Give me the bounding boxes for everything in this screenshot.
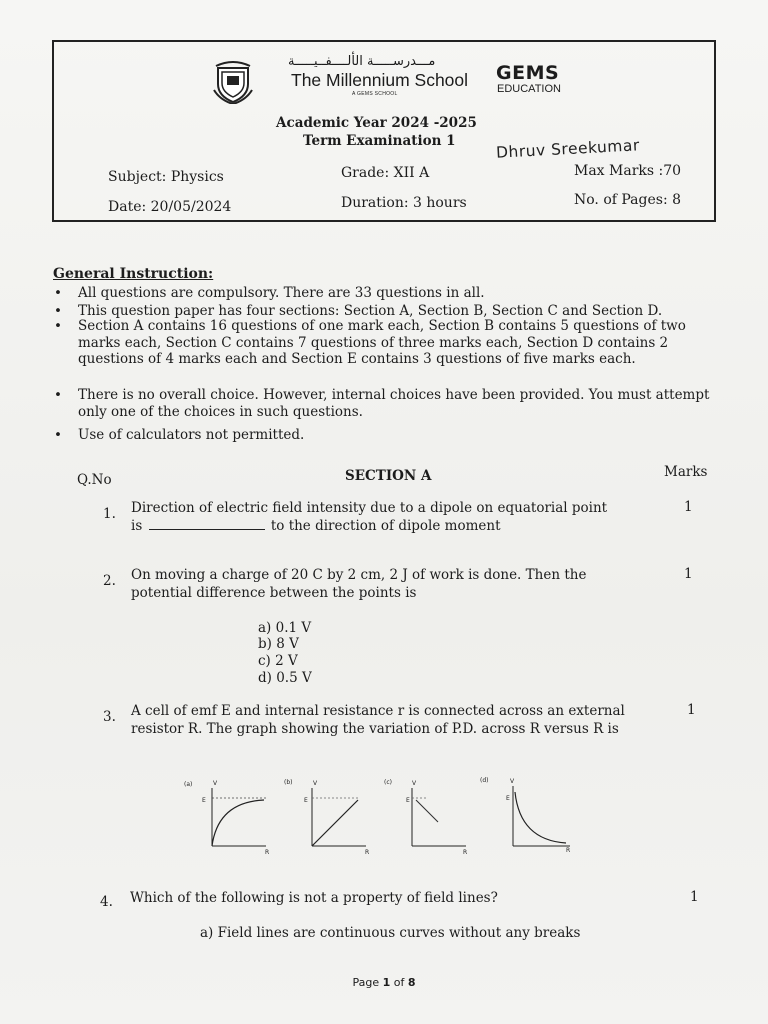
marks-column-label: Marks xyxy=(664,464,708,480)
graph-y-axis-label: V xyxy=(313,780,318,787)
question-text: Which of the following is not a property of field lines? xyxy=(130,890,498,906)
question-line: Direction of electric field intensity due to a dipole on equatorial point xyxy=(131,500,608,516)
graph-label: (c) xyxy=(384,779,392,786)
answer-blank xyxy=(149,518,265,530)
grade-field: Grade: XII A xyxy=(341,165,430,181)
section-title: SECTION A xyxy=(345,468,432,484)
graph-x-axis-label: R xyxy=(265,849,270,856)
question-number: 2. xyxy=(103,573,116,589)
school-name: The Millennium School xyxy=(291,70,469,90)
total-pages: 8 xyxy=(407,976,416,989)
question-number: 1. xyxy=(103,506,116,522)
exam-title: Term Examination 1 xyxy=(303,133,456,149)
graph-label: (b) xyxy=(284,779,293,786)
current-page: 1 xyxy=(382,976,391,989)
option-c: c) 2 V xyxy=(258,653,298,669)
graph-x-axis-label: R xyxy=(365,849,370,856)
graph-y-axis-label: V xyxy=(213,780,218,787)
answer-graphs xyxy=(180,770,580,856)
instructions-heading: General Instruction: xyxy=(53,266,214,282)
question-number: 4. xyxy=(100,894,113,910)
question-marks: 1 xyxy=(684,499,693,515)
question-text: On moving a charge of 20 C by 2 cm, 2 J of work is done. Then the potential difference between the points is xyxy=(131,567,587,601)
subject-field: Subject: Physics xyxy=(108,169,224,185)
question-number-column-label: Q.No xyxy=(77,472,112,488)
school-subtitle: A GEMS SCHOOL xyxy=(352,91,398,97)
instruction-item: • Section A contains 16 questions of one mark each, Section B contains 5 questions of two marks each, Section C contains 7 questions of three marks each, Section D contains 2 questions of 4 marks each and Section E contains 3 questions of five marks each. xyxy=(78,318,723,368)
graph-level-label: E xyxy=(304,797,308,804)
gems-education-label: EDUCATION xyxy=(497,83,561,95)
graph-x-axis-label: R xyxy=(463,849,468,856)
option-b: b) 8 V xyxy=(258,636,299,652)
academic-year: Academic Year 2024 -2025 xyxy=(276,115,477,131)
instruction-item: • This question paper has four sections: Section A, Section B, Section C and Section D. xyxy=(78,303,748,320)
question-marks: 1 xyxy=(684,566,693,582)
graph-b xyxy=(284,779,369,856)
footer-prefix: Page xyxy=(352,976,383,989)
graph-a xyxy=(184,780,269,856)
date-field: Date: 20/05/2024 xyxy=(108,199,232,215)
graph-c xyxy=(384,779,467,856)
graph-d xyxy=(480,777,570,854)
school-crest-icon xyxy=(212,60,254,104)
graph-level-label: E xyxy=(202,797,206,804)
question-fragment: to the direction of dipole moment xyxy=(270,518,501,534)
graph-label: (d) xyxy=(480,777,489,784)
gems-logo: GEMS xyxy=(496,62,560,84)
graph-level-label: E xyxy=(506,795,510,802)
instruction-item: • Use of calculators not permitted. xyxy=(78,427,718,444)
question-marks: 1 xyxy=(687,702,696,718)
option-a: a) 0.1 V xyxy=(258,620,312,636)
question-fragment: is xyxy=(131,518,143,534)
graph-label: (a) xyxy=(184,781,193,788)
graph-y-axis-label: V xyxy=(510,778,515,785)
graph-x-axis-label: R xyxy=(566,847,571,854)
option-a: a) Field lines are continuous curves without any breaks xyxy=(200,925,581,941)
question-marks: 1 xyxy=(690,889,699,905)
graph-y-axis-label: V xyxy=(412,780,417,787)
graph-level-label: E xyxy=(406,797,410,804)
question-number: 3. xyxy=(103,709,116,725)
instruction-item: • All questions are compulsory. There are 33 questions in all. xyxy=(78,285,738,302)
option-d: d) 0.5 V xyxy=(258,670,312,686)
pages-field: No. of Pages: 8 xyxy=(574,192,682,208)
question-text xyxy=(131,499,661,535)
footer-middle: of xyxy=(390,976,408,989)
duration-field: Duration: 3 hours xyxy=(341,195,467,211)
max-marks-field: Max Marks :70 xyxy=(574,163,682,179)
question-line xyxy=(131,517,661,535)
question-text: A cell of emf E and internal resistance r is connected across an external resistor R. The graph showing the variation of P.D. across R versus R is xyxy=(131,703,625,737)
page-footer xyxy=(0,976,768,989)
instruction-item: • There is no overall choice. However, internal choices have been provided. You must attempt only one of the choices in such questions. xyxy=(78,387,718,420)
handwritten-student-name: Dhruv Sreekumar xyxy=(495,136,641,162)
school-name-arabic: مـــدرســـــة الألــــفــيـــــة xyxy=(288,54,436,69)
